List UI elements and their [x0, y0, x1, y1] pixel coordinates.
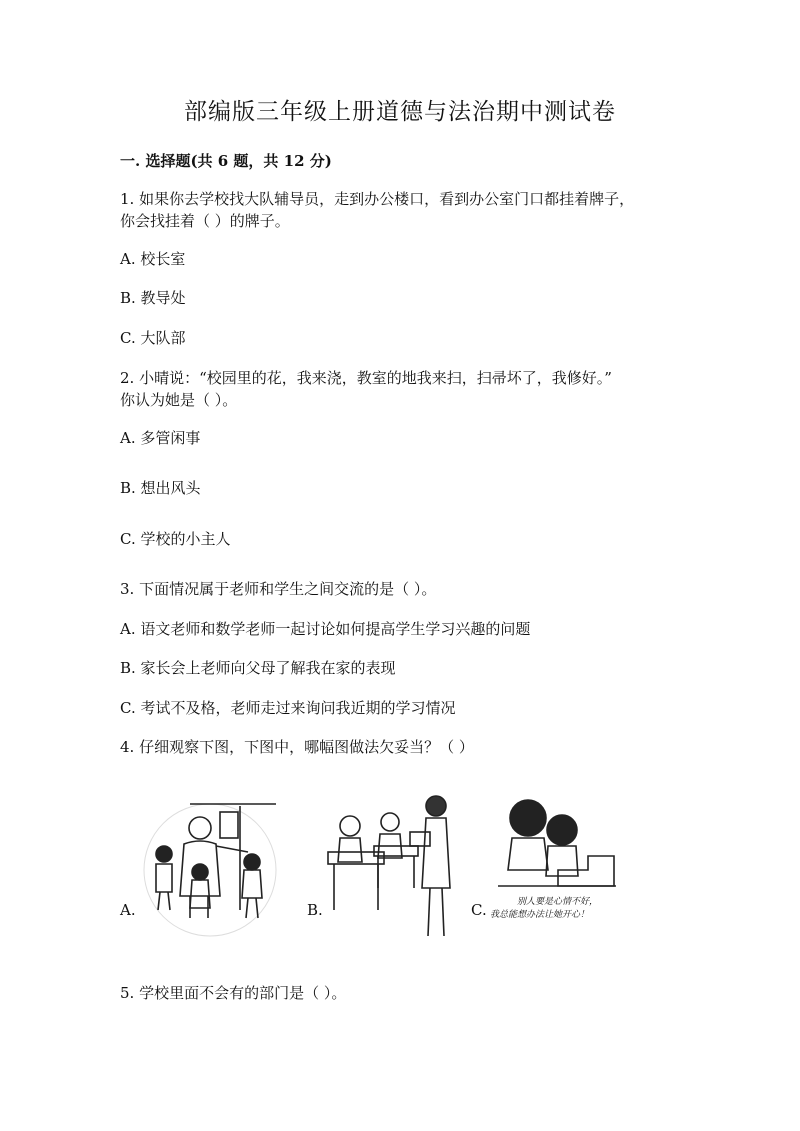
question-3-option-b: B. 家长会上老师向父母了解我在家的表现 [120, 659, 396, 677]
illustration-a-teacher-at-door [140, 800, 280, 940]
question-4-option-a-label: A. [120, 901, 136, 919]
question-2-option-b: B. 想出风头 [120, 479, 201, 497]
question-1-option-c: C. 大队部 [120, 329, 186, 347]
illustration-c-girls-on-steps [498, 790, 618, 900]
page-title: 部编版三年级上册道德与法治期中测试卷 [184, 99, 616, 125]
question-2-option-a: A. 多管闲事 [120, 429, 201, 447]
question-2-line-2: 你认为她是（ ）。 [120, 391, 238, 409]
question-4-option-c-label: C. [471, 901, 487, 919]
question-1-option-a: A. 校长室 [120, 250, 186, 268]
question-1-line-2: 你会找挂着（ ）的牌子。 [120, 212, 290, 230]
question-2-line-1: 2. 小晴说：“校园里的花，我来浇，教室的地我来扫，扫帚坏了，我修好。” [120, 369, 612, 387]
section-heading: 一. 选择题(共 6 题，共 12 分) [120, 152, 332, 170]
illustration-c-caption-line-2: 我总能想办法让她开心！ [490, 910, 590, 920]
question-5-line-1: 5. 学校里面不会有的部门是（ ）。 [120, 984, 347, 1002]
question-3-option-c: C. 考试不及格，老师走过来询问我近期的学习情况 [120, 699, 456, 717]
question-2-option-c: C. 学校的小主人 [120, 530, 231, 548]
illustration-c-caption-line-1: 别人要是心情不好， [517, 897, 599, 907]
question-3-option-a: A. 语文老师和数学老师一起讨论如何提高学生学习兴趣的问题 [120, 620, 531, 638]
question-3-line-1: 3. 下面情况属于老师和学生之间交流的是（ ）。 [120, 580, 437, 598]
illustration-b-classroom [320, 792, 470, 942]
question-1-line-1: 1. 如果你去学校找大队辅导员，走到办公楼口，看到办公室门口都挂着牌子， [120, 190, 635, 208]
question-4-option-b-label: B. [307, 901, 323, 919]
question-4-line-1: 4. 仔细观察下图，下图中，哪幅图做法欠妥当？（ ） [120, 738, 474, 756]
question-1-option-b: B. 教导处 [120, 289, 186, 307]
